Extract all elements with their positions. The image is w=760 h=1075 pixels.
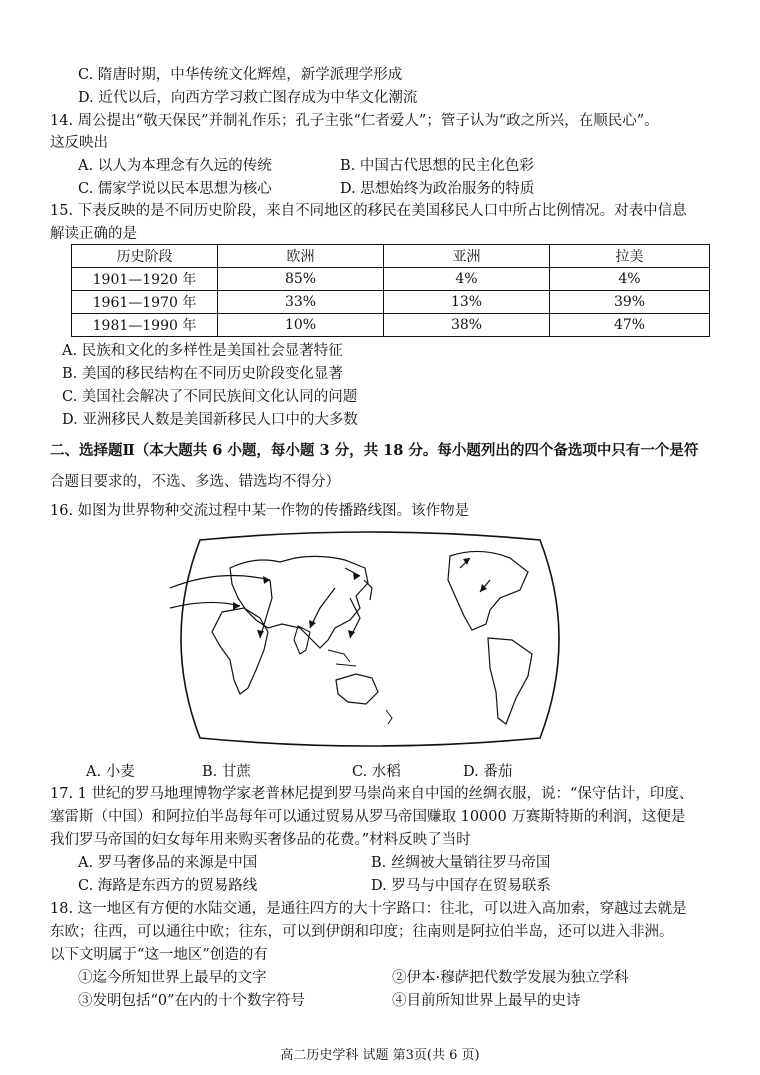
q16-option-d: D. 番茄 <box>463 764 513 780</box>
world-crop-route-map <box>160 528 580 750</box>
q13-option-c: C. 隋唐时期，中华传统文化辉煌，新学派理学形成 <box>78 67 403 83</box>
table-row <box>72 268 710 291</box>
q15-option-d: D. 亚洲移民人数是美国新移民人口中的大多数 <box>62 412 358 428</box>
table-cell: 39% <box>550 291 710 314</box>
q17-option-c: C. 海路是东西方的贸易路线 <box>78 878 258 894</box>
q14-option-c: C. 儒家学说以民本思想为核心 <box>78 181 272 197</box>
table-cell: 33% <box>218 291 384 314</box>
page-footer: 高二历史学科 试题 第3页(共 6 页) <box>280 1048 480 1063</box>
q14-stem-line2: 这反映出 <box>50 135 108 151</box>
q17-stem-line2: 塞雷斯（中国）和阿拉伯半岛每年可以通过贸易从罗马帝国赚取 10000 万赛斯特斯的利润，这便是 <box>50 809 686 825</box>
eurasia-landmass <box>230 556 368 648</box>
q15-option-b: B. 美国的移民结构在不同历史阶段变化显著 <box>62 366 343 382</box>
q17-option-a: A. 罗马奢侈品的来源是中国 <box>78 855 258 871</box>
q15-option-a: A. 民族和文化的多样性是美国社会显著特征 <box>62 343 343 359</box>
q15-stem-line2: 解读正确的是 <box>50 226 137 242</box>
table-cell: 38% <box>384 314 550 337</box>
q16-stem: 16. 如图为世界物种交流过程中某一作物的传播路线图。该作物是 <box>50 503 470 519</box>
table-row <box>72 291 710 314</box>
north-america-landmass <box>448 551 528 630</box>
q17-option-d: D. 罗马与中国存在贸易联系 <box>371 878 551 894</box>
table-row <box>72 314 710 337</box>
table-cell: 13% <box>384 291 550 314</box>
q17-stem-line1: 17. 1 世纪的罗马地理博物学家老普林尼提到罗马崇尚来自中国的丝绸衣服，说：“保守估计，印度、 <box>50 786 694 802</box>
table-cell: 85% <box>218 268 384 291</box>
q16-option-b: B. 甘蔗 <box>202 764 251 780</box>
q17-option-b: B. 丝绸被大量销往罗马帝国 <box>371 855 551 871</box>
q18-stem-line3: 以下文明属于“这一地区”创造的有 <box>50 947 268 963</box>
section2-heading-line2: 合题目要求的，不选、多选、错选均不得分） <box>50 474 340 490</box>
africa-landmass <box>212 608 268 694</box>
q13-option-d: D. 近代以后，向西方学习救亡图存成为中华文化潮流 <box>78 90 418 106</box>
q18-stem-line2: 东欧；往西，可以通往中欧；往东，可以到伊朗和印度；往南则是阿拉伯半岛，还可以进入非洲。 <box>50 924 674 940</box>
q16-option-a: A. 小麦 <box>86 764 135 780</box>
q14-option-a: A. 以人为本理念有久远的传统 <box>78 158 272 174</box>
table-header-row <box>72 245 710 268</box>
table-cell: 1981—1990 年 <box>72 314 218 337</box>
table-cell: 1901—1920 年 <box>72 268 218 291</box>
route-lines <box>170 558 490 638</box>
q15-option-c: C. 美国社会解决了不同民族间文化认同的问题 <box>62 389 358 405</box>
q14-stem-line1: 14. 周公提出“敬天保民”并制礼作乐；孔子主张“仁者爱人”；管子认为“政之所兴，在顺民心”。 <box>50 113 659 129</box>
table-cell: 1961—1970 年 <box>72 291 218 314</box>
section2-heading-line1: 二、选择题Ⅱ（本大题共 6 小题，每小题 3 分，共 18 分。每小题列出的四个备选项中只有一个是符 <box>50 442 699 459</box>
new-zealand-landmass <box>386 710 392 724</box>
south-america-landmass <box>488 638 532 724</box>
table-cell: 10% <box>218 314 384 337</box>
q15-stem-line1: 15. 下表反映的是不同历史阶段，来自不同地区的移民在美国移民人口中所占比例情况。对表中信息 <box>50 203 687 219</box>
migration-table <box>71 244 710 337</box>
table-header: 历史阶段 <box>72 245 218 268</box>
table-header: 欧洲 <box>218 245 384 268</box>
australia-landmass <box>336 674 378 704</box>
table-header: 亚洲 <box>384 245 550 268</box>
q18-item-4: ④目前所知世界上最早的史诗 <box>392 993 581 1009</box>
q17-stem-line3: 我们罗马帝国的妇女每年用来购买奢侈品的花费。”材料反映了当时 <box>50 832 471 848</box>
table-cell: 4% <box>384 268 550 291</box>
q18-item-1: ①迄今所知世界上最早的文字 <box>78 970 267 986</box>
q18-item-3: ③发明包括“0”在内的十个数字符号 <box>78 993 306 1009</box>
q16-option-c: C. 水稻 <box>352 764 401 780</box>
q14-option-d: D. 思想始终为政治服务的特质 <box>340 181 535 197</box>
q18-stem-line1: 18. 这一地区有方便的水陆交通，是通往四方的大十字路口：往北，可以进入高加索，穿越过去就是 <box>50 901 687 917</box>
southeast-asia-islands <box>328 650 356 666</box>
table-cell: 47% <box>550 314 710 337</box>
table-cell: 4% <box>550 268 710 291</box>
q14-option-b: B. 中国古代思想的民主化色彩 <box>340 158 534 174</box>
table-header: 拉美 <box>550 245 710 268</box>
q18-item-2: ②伊本·穆萨把代数学发展为独立学科 <box>392 970 629 986</box>
